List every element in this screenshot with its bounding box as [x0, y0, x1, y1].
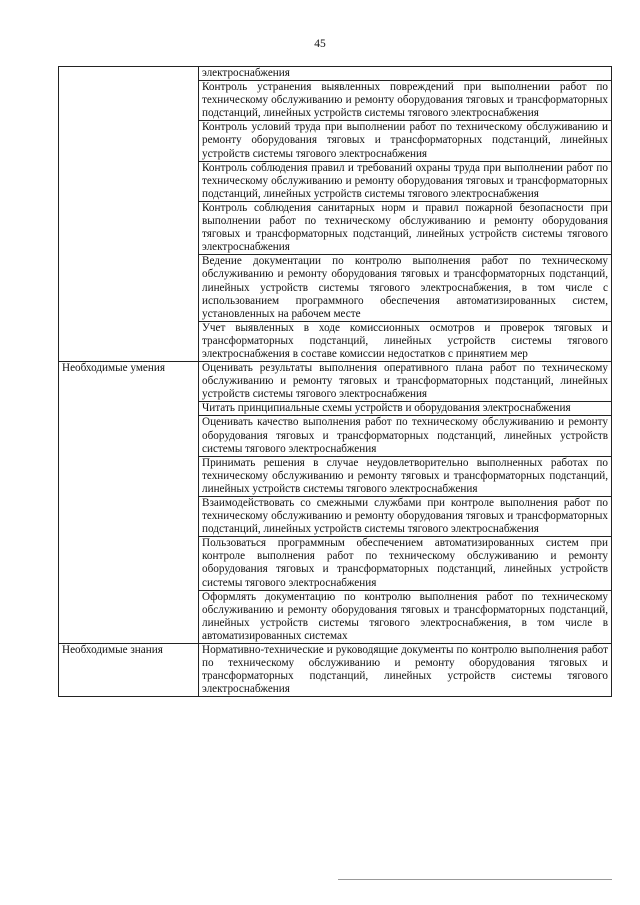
cell-text: Контроль соблюдения правил и требований охраны труда при выполнении работ по техническому обслуживанию и ремонту оборудования тяговых и трансформаторных подстанций, линейных устройств системы тягового электроснабжения	[202, 161, 608, 200]
table-cell	[199, 121, 612, 161]
table-cell	[199, 537, 612, 590]
table-row	[59, 67, 612, 81]
table-row	[59, 644, 612, 697]
table-cell	[199, 402, 612, 416]
table-row	[59, 362, 612, 402]
table-cell	[199, 456, 612, 496]
cell-text: Контроль условий труда при выполнении работ по техническому обслуживанию и ремонту оборудования тяговых и трансформаторных подстанций, линейных устройств системы тягового электроснабжения	[202, 121, 608, 160]
table-cell	[199, 255, 612, 321]
cell-text: Нормативно-технические и руководящие документы по контролю выполнения работ по техническому обслуживанию и ремонту оборудования тяговых и трансформаторных подстанций, линейных устройств системы тягового электроснабжения	[202, 644, 608, 696]
cell-text: Взаимодействовать со смежными службами при контроле выполнения работ по техническому обслуживанию и ремонту оборудования тяговых и трансформаторных подстанций, линейных устройств системы тягового электроснабжения	[202, 497, 608, 536]
table-cell	[199, 201, 612, 254]
page-number: 45	[314, 38, 326, 50]
cell-text: Читать принципиальные схемы устройств и оборудования электроснабжения	[202, 402, 571, 415]
empty-label-cell	[59, 67, 199, 362]
table-cell	[199, 161, 612, 201]
table-cell	[199, 321, 612, 361]
cell-text: Ведение документации по контролю выполнения работ по техническому обслуживанию и ремонту оборудования тяговых и трансформаторных подстанций, линейных устройств системы тягового электроснабжения, в том числе с использованием программного обеспечения автоматизированных систем, установленных на рабочем месте	[202, 255, 608, 320]
cell-text: Оценивать результаты выполнения оперативного плана работ по техническому обслуживанию и ремонту тяговых и трансформаторных подстанций, линейных устройств системы тягового электроснабжения	[202, 362, 608, 401]
table-cell	[199, 67, 612, 81]
cell-text: Оформлять документацию по контролю выполнения работ по техническому обслуживанию и ремонту оборудования тяговых и трансформаторных подстанций, линейных устройств системы тягового электроснабжения, в том числе в автоматизированных системах	[202, 590, 608, 642]
skills-label: Необходимые умения	[59, 362, 199, 644]
knowledge-label: Необходимые знания	[59, 644, 199, 697]
requirements-table	[58, 66, 612, 697]
cell-text: Принимать решения в случае неудовлетворительно выполненных работах по техническому обслуживанию и ремонту тяговых и трансформаторных подстанций, линейных устройств системы тягового электроснабжения	[202, 456, 608, 495]
bottom-rule	[338, 879, 612, 880]
cell-text: Контроль соблюдения санитарных норм и правил пожарной безопасности при выполнении работ по техническому обслуживанию и ремонту оборудования тяговых и трансформаторных подстанций, линейных устройств системы тягового электроснабжения	[202, 201, 608, 254]
table-cell	[199, 81, 612, 121]
table-cell	[199, 416, 612, 456]
cell-text: Контроль устранения выявленных повреждений при выполнении работ по техническому обслуживанию и ремонту оборудования тяговых и трансформаторных подстанций, линейных устройств системы тягового электроснабжения	[202, 81, 608, 120]
cell-text: электроснабжения	[202, 67, 290, 79]
cell-text: Пользоваться программным обеспечением автоматизированных систем при контроле выполнения работ по техническому обслуживанию и ремонту оборудования тяговых и трансформаторных подстанций, линейных устройств системы тягового электроснабжения	[202, 537, 608, 589]
table-cell	[199, 497, 612, 537]
cell-text: Учет выявленных в ходе комиссионных осмотров и проверок тяговых и трансформаторных подстанций, линейных устройств системы тягового электроснабжения в составе комиссии недостатков с принятием мер	[202, 321, 608, 360]
cell-text: Оценивать качество выполнения работ по техническому обслуживанию и ремонту оборудования тяговых и трансформаторных подстанций, линейных устройств системы тягового электроснабжения	[202, 416, 608, 455]
table-cell	[199, 644, 612, 697]
table-cell	[199, 362, 612, 402]
table-cell	[199, 590, 612, 643]
